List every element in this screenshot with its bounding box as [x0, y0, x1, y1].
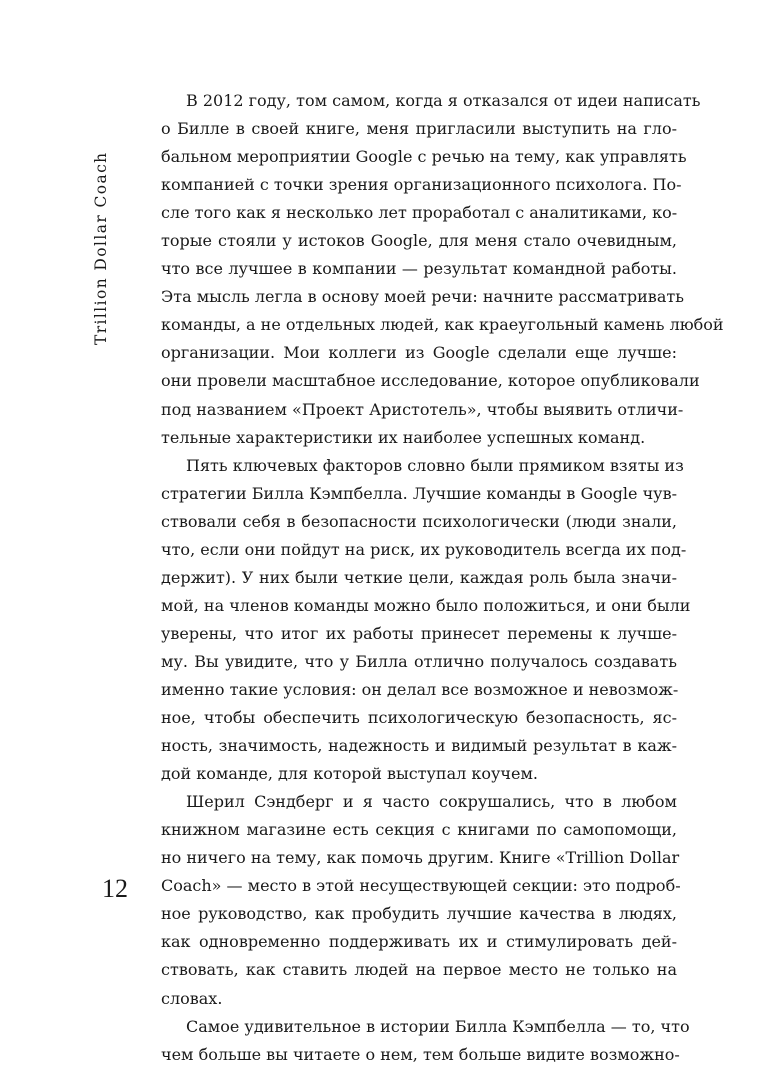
- paragraph-2-line-7: уверены, что итог их работы принесет перемены к лучше-: [161, 623, 677, 643]
- paragraph-2-line-10: ное, чтобы обеспечить психологическую безопасность, яс-: [161, 708, 677, 728]
- paragraph-1-line-12: под названием «Проект Аристотель», чтобы выявить отличи-: [161, 399, 684, 419]
- running-head-text: Trillion Dollar Coach: [92, 151, 110, 345]
- paragraph-3-line-5: ное руководство, как пробудить лучшие качества в людях,: [161, 904, 677, 924]
- paragraph-3-line-8: словах.: [161, 988, 223, 1008]
- paragraph-4-line-1: Самое удивительное в истории Билла Кэмпбелла — то, что: [186, 1016, 690, 1036]
- paragraph-1-line-7: что все лучшее в компании — результат командной работы.: [161, 259, 677, 279]
- paragraph-1-line-3: бальном мероприятии Google с речью на тему, как управлять: [161, 147, 687, 167]
- paragraph-2-line-8: му. Вы увидите, что у Билла отлично получалось создавать: [161, 651, 677, 671]
- paragraph-4-line-2: чем больше вы читаете о нем, тем больше видите возможно-: [161, 1044, 680, 1064]
- paragraph-2-line-5: держит). У них были четкие цели, каждая роль была значи-: [161, 567, 677, 587]
- paragraph-2-line-6: мой, на членов команды можно было положиться, и они были: [161, 595, 691, 615]
- paragraph-1-line-11: они провели масштабное исследование, которое опубликовали: [161, 371, 700, 391]
- paragraph-1-line-4: компанией с точки зрения организационного психолога. По-: [161, 175, 682, 195]
- paragraph-1-line-10: организации. Мои коллеги из Google сделали еще лучше:: [161, 343, 677, 363]
- paragraph-3-line-7: ствовать, как ставить людей на первое место не только на: [161, 960, 677, 980]
- paragraph-3-line-2: книжном магазине есть секция с книгами по самопомощи,: [161, 820, 677, 840]
- body-text: [161, 87, 724, 1069]
- paragraph-2-line-4: что, если они пойдут на риск, их руководитель всегда их под-: [161, 539, 687, 559]
- paragraph-3-line-3: но ничего на тему, как помочь другим. Книге «Trillion Dollar: [161, 848, 680, 868]
- paragraph-2-line-3: ствовали себя в безопасности психологически (люди знали,: [161, 511, 677, 531]
- paragraph-2-line-11: ность, значимость, надежность и видимый результат в каж-: [161, 736, 677, 756]
- page-number: 12: [102, 874, 128, 903]
- paragraph-1-line-1: В 2012 году, том самом, когда я отказался от идеи написать: [186, 91, 701, 110]
- paragraph-1-line-8: Эта мысль легла в основу моей речи: начните рассматривать: [161, 287, 684, 307]
- paragraph-1-line-5: сле того как я несколько лет проработал с аналитиками, ко-: [161, 203, 678, 223]
- paragraph-2-line-2: стратегии Билла Кэмпбелла. Лучшие команды в Google чув-: [161, 483, 677, 503]
- paragraph-2-line-12: дой команде, для которой выступал коучем.: [161, 764, 538, 784]
- running-head-svg: [85, 90, 115, 350]
- paragraph-1-line-2: о Билле в своей книге, меня пригласили выступить на гло-: [161, 119, 677, 139]
- running-head: [85, 90, 115, 350]
- paragraph-1-line-9: команды, а не отдельных людей, как краеугольный камень любой: [161, 315, 724, 335]
- paragraph-2-line-1: Пять ключевых факторов словно были прямиком взяты из: [186, 455, 684, 475]
- paragraph-1-line-13: тельные характеристики их наиболее успешных команд.: [161, 427, 646, 447]
- paragraph-1-line-6: торые стояли у истоков Google, для меня стало очевидным,: [161, 231, 677, 251]
- paragraph-3-line-4: Coach» — место в этой несуществующей секции: это подроб-: [161, 876, 681, 896]
- paragraph-3-line-6: как одновременно поддерживать их и стимулировать дей-: [161, 932, 677, 952]
- paragraph-2-line-9: именно такие условия: он делал все возможное и невозмож-: [161, 679, 679, 699]
- paragraph-3-line-1: Шерил Сэндберг и я часто сокрушались, что в любом: [186, 792, 677, 812]
